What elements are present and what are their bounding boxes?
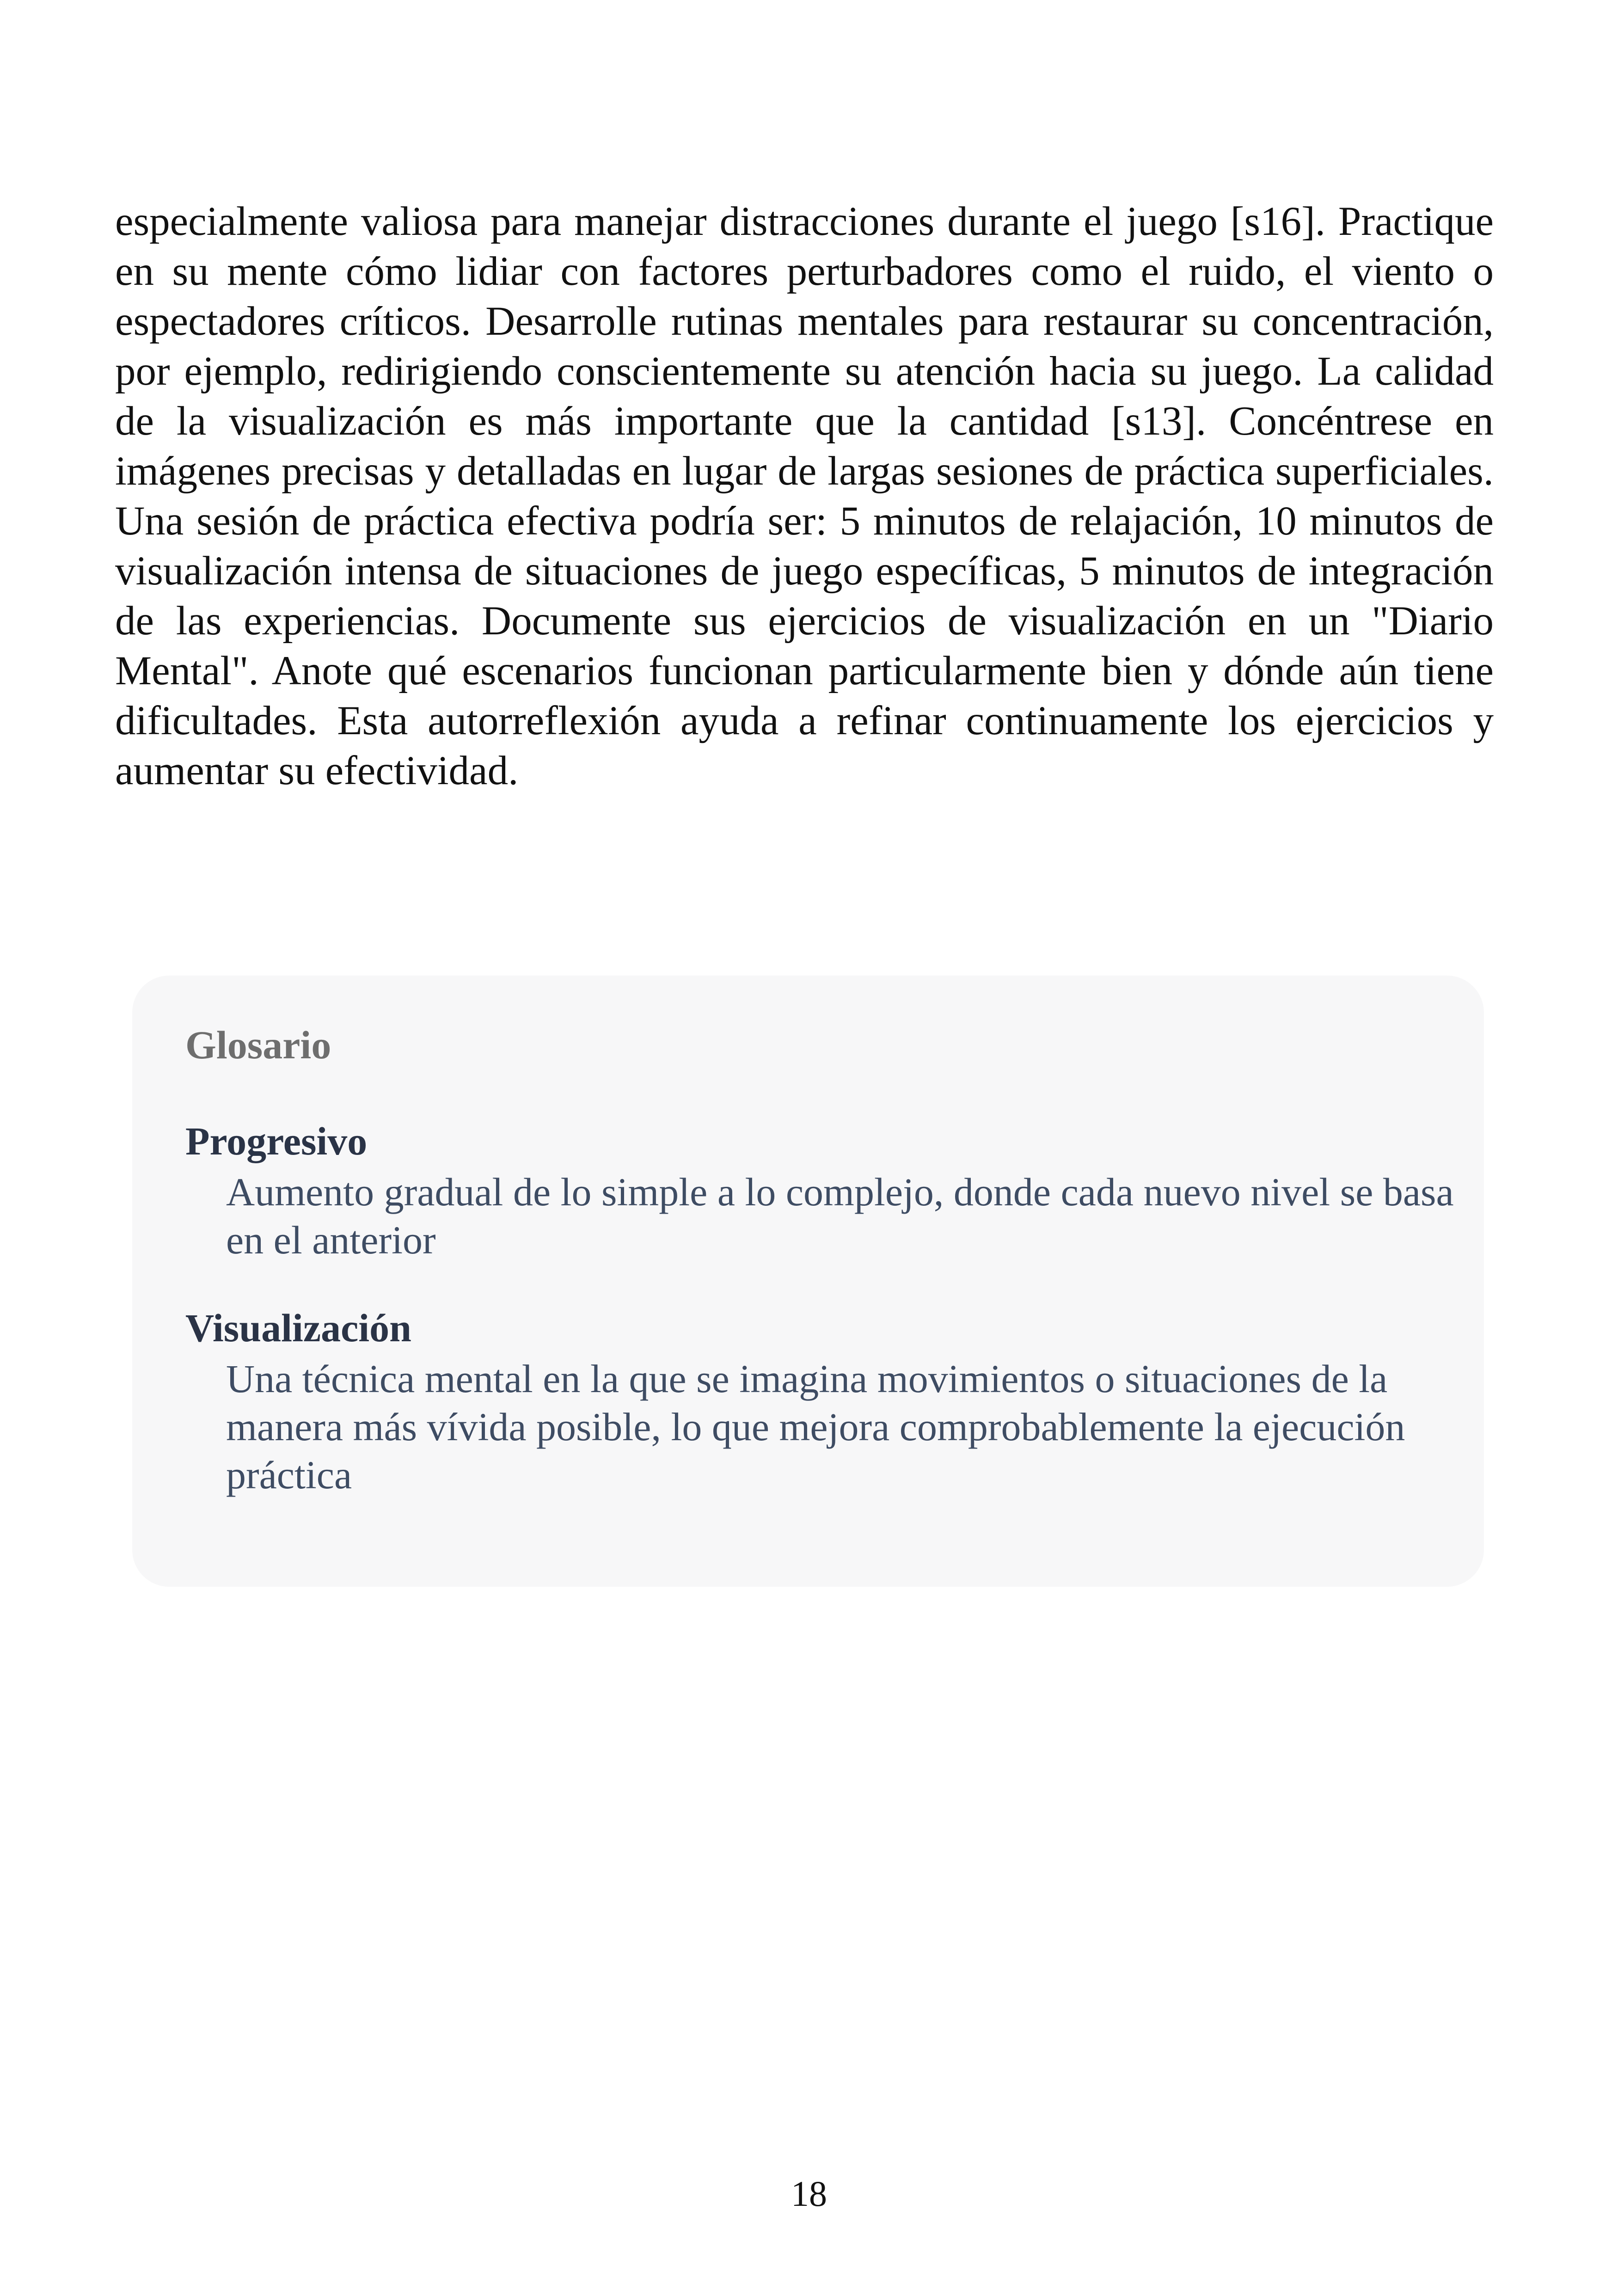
glossary-list [185,1118,1457,1540]
page-number: 18 [791,2173,827,2214]
glossary-title: Glosario [185,1023,331,1067]
glossary-definition: Aumento gradual de lo simple a lo complejo, donde cada nuevo nivel se basa en el anterior [226,1170,1454,1262]
glossary-box [132,976,1484,1587]
glossary-definition: Una técnica mental en la que se imagina movimientos o situaciones de la manera más vívida posible, lo que mejora comprobablemente la ejecución práctica [226,1357,1405,1497]
glossary-term: Visualización [185,1306,411,1350]
glossary-entry-visualizacion [185,1305,1457,1499]
body-paragraph: especialmente valiosa para manejar distracciones durante el juego [s16]. Practique en su mente cómo lidiar con factores perturbadores como el ruido, el viento o espectadores críticos. Desarrolle rutinas mentales para restaurar su concentración, por ejemplo, redirigiendo conscientemente su atención hacia su juego. La calidad de la visualización es más importante que la cantidad [s13]. Concéntrese en imágenes precisas y detalladas en lugar de largas sesiones de práctica superficiales. Una sesión de práctica efectiva podría ser: 5 minutos de relajación, 10 minutos de visualización intensa de situaciones de juego específicas, 5 minutos de integración de las experiencias. Documente sus ejercicios de visualización en un "Diario Mental". Anote qué escenarios funcionan particularmente bien y dónde aún tiene dificultades. Esta autorreflexión ayuda a refinar continuamente los ejercicios y aumentar su efectividad. [115,199,1494,793]
glossary-term: Progresivo [185,1119,368,1163]
glossary-entry-progresivo [185,1118,1457,1264]
